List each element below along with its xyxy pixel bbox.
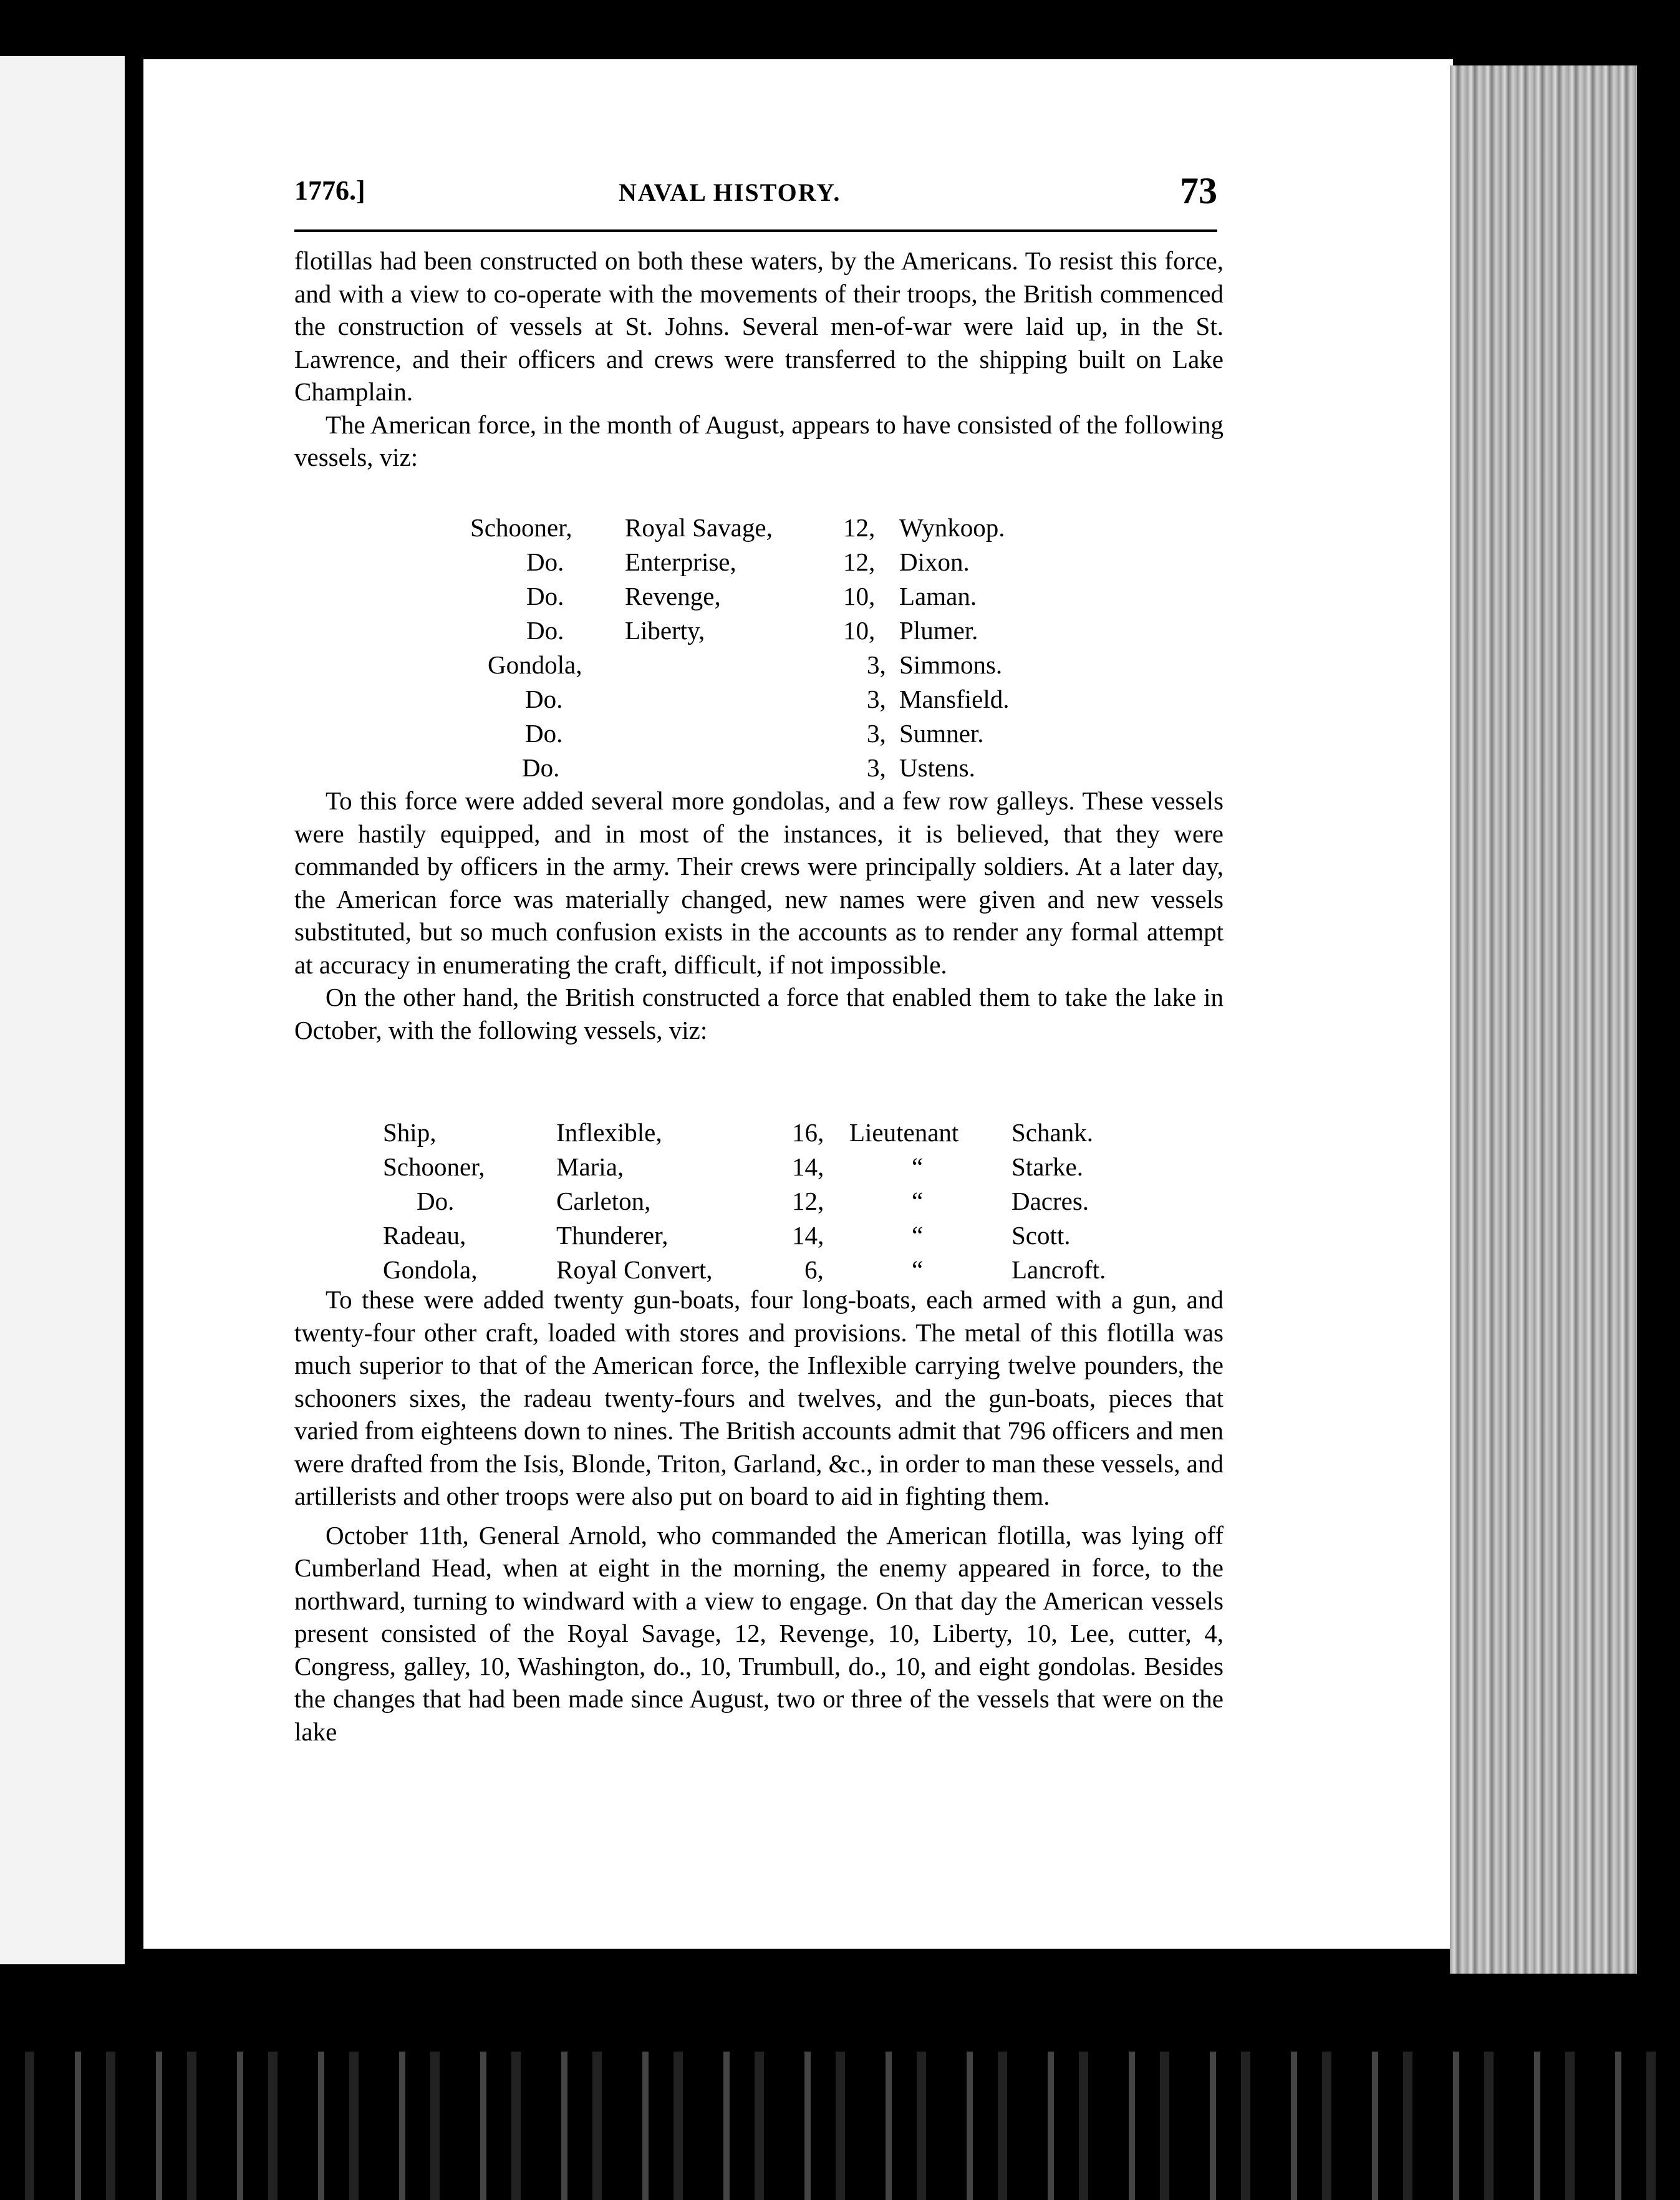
list-item: Do. Liberty, 10, Plumer.	[526, 616, 978, 645]
scan-border	[0, 2052, 1680, 2200]
list-item: Do. 3, Mansfield.	[525, 685, 1010, 713]
paragraph: flotillas had been constructed on both these waters, by the Americans. To resist this force, and with a view to co-operate with the movements of their troops, the British commenced the construction of vessels at St. Johns. Several men-of-war were laid up, in the St. Lawrence, and their officers and crews were transferred to the shipping built on Lake Champlain.	[294, 246, 1224, 406]
list-item: Ship, Inflexible, 16, Lieutenant Schank.	[383, 1118, 1093, 1147]
list-item: Schooner, Maria, 14, “ Starke.	[383, 1152, 1083, 1181]
paragraph: On the other hand, the British constructed a force that enabled them to take the lake in October, with the following vessels, viz:	[294, 983, 1224, 1045]
list-item: Do. Carleton, 12, “ Dacres.	[417, 1187, 1089, 1215]
paragraph: October 11th, General Arnold, who commanded the American flotilla, was lying off Cumberland Head, when at eight in the morning, the enemy appeared in force, to the northward, turning to windward with a view to engage. On that day the American vessels present consisted of the Royal Savage, 12, Revenge, 10, Liberty, 10, Lee, cutter, 4, Congress, galley, 10, Washington, do., 10, Trumbull, do., 10, and eight gondolas. Besides the changes that had been made since August, two or three of the vessels that were on the lake	[294, 1520, 1224, 1746]
list-item: Do. 3, Sumner.	[525, 719, 984, 748]
header-rule	[294, 229, 1217, 232]
paragraph: To this force were added several more gondolas, and a few row galleys. These vessels were hastily equipped, and in most of the instances, it is believed, that they were commanded by officers in the army. Their crews were principally soldiers. At a later day, the American force was materially changed, new names were given and new vessels substituted, but so much confusion exists in the accounts as to render any formal attempt at accuracy in enumerating the craft, difficult, if not impossible.	[294, 786, 1224, 979]
facing-page-margin	[0, 56, 125, 1964]
list-item: Do. 3, Ustens.	[522, 753, 975, 782]
text-block-1	[294, 244, 1224, 474]
running-header	[294, 170, 1217, 218]
page-stack-edge	[1450, 65, 1637, 1974]
text-block-3	[294, 1283, 1224, 1748]
page-number: 73	[1180, 170, 1217, 211]
list-item: Schooner, Royal Savage, 12, Wynkoop.	[470, 513, 1005, 542]
list-item: Gondola, Royal Convert, 6, “ Lancroft.	[383, 1255, 1106, 1284]
list-item: Radeau, Thunderer, 14, “ Scott.	[383, 1221, 1071, 1250]
paragraph: To these were added twenty gun-boats, four long-boats, each armed with a gun, and twenty-four other craft, loaded with stores and provisions. The metal of this flotilla was much superior to that of the American force, the Inflexible carrying twelve pounders, the schooners sixes, the radeau twenty-fours and twelves, and the gun-boats, pieces that varied from eighteens down to nines. The British accounts admit that 796 officers and men were drafted from the Isis, Blonde, Triton, Garland, &c., in order to man these vessels, and artillerists and other troops were also put on board to aid in fighting them.	[294, 1285, 1224, 1510]
paragraph: The American force, in the month of August, appears to have consisted of the following vessels, viz:	[294, 410, 1224, 471]
text-block-2	[294, 784, 1224, 1046]
list-item: Gondola, 3, Simmons.	[488, 650, 1003, 679]
british-vessel-list	[294, 1117, 1224, 1289]
header-title: NAVAL HISTORY.	[619, 178, 841, 206]
header-year: 1776.]	[294, 175, 365, 206]
list-item: Do. Revenge, 10, Laman.	[526, 582, 977, 610]
american-vessel-list	[294, 513, 1224, 787]
list-item: Do. Enterprise, 12, Dixon.	[526, 548, 970, 576]
